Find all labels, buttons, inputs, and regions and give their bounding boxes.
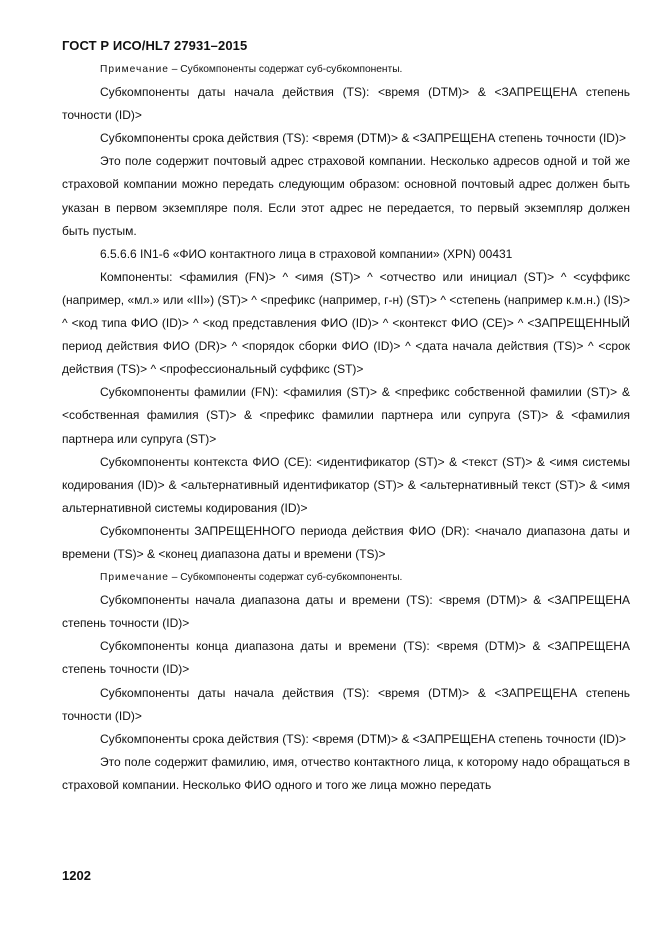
note-text: – Субкомпоненты содержат суб-субкомпоненты. [168,64,403,75]
paragraph: Субкомпоненты фамилии (FN): <фамилия (ST)> & <префикс собственной фамилии (ST)> & <собственная фамилия (ST)> & <префикс фамилии партнера или супруга (ST)> & <фамилия партнера или супруга (ST)> [62,385,630,446]
paragraph: Субкомпоненты конца диапазона даты и времени (TS): <время (DTM)> & <ЗАПРЕЩЕНА степень точности (ID)> [62,639,630,677]
paragraph: Это поле содержит фамилию, имя, отчество контактного лица, к которому надо обращаться в страховой компании. Несколько ФИО одного и того же лица можно передать [62,754,630,792]
page-number: 1202 [62,868,91,883]
section-heading: 6.5.6.6 IN1-6 «ФИО контактного лица в страховой компании» (XPN) 00431 [100,246,513,261]
paragraph: Это поле содержит почтовый адрес страховой компании. Несколько адресов одной и той же страховой компании можно передать следующим образом: основной почтовый адрес должен быть указан в первом экземпляре поля. Если этот адрес не передается, то первый экземпляр должен быть пустым. [62,154,630,238]
note-text: – Субкомпоненты содержат суб-субкомпоненты. [168,572,403,584]
note-label: Примечание [100,64,169,75]
paragraph: Субкомпоненты срока действия (TS): <время (DTM)> & <ЗАПРЕЩЕНА степень точности (ID)> [100,731,626,746]
note-subcomponents [62,566,630,589]
paragraph: Субкомпоненты срока действия (TS): <время (DTM)> & <ЗАПРЕЩЕНА степень точности (ID)> [100,131,626,146]
paragraph: Субкомпоненты начала диапазона даты и времени (TS): <время (DTM)> & <ЗАПРЕЩЕНА степень точности (ID)> [62,593,630,631]
paragraph: Субкомпоненты даты начала действия (TS): <время (DTM)> & <ЗАПРЕЩЕНА степень точности (ID)> [62,85,630,123]
note-label: Примечание [100,572,169,584]
paragraph: Компоненты: <фамилия (FN)> ^ <имя (ST)> ^ <отчество или инициал (ST)> ^ <суффикс (например, «мл.» или «III») (ST)> ^ <префикс (например, г-н) (ST)> ^ <степень (например к.м.н.) (IS)> ^ <код типа ФИО (ID)> ^ <код представления ФИО (ID)> ^ <контекст ФИО (CE)> ^ <ЗАПРЕЩЕННЫЙ период действия ФИО (DR)> ^ <порядок сборки ФИО (ID)> ^ <дата начала действия (TS)> ^ <срок действия (TS)> ^ <профессиональный суффикс (ST)> [62,269,630,377]
standard-header: ГОСТ Р ИСО/HL7 27931–2015 [62,38,248,53]
paragraph: Субкомпоненты даты начала действия (TS): <время (DTM)> & <ЗАПРЕЩЕНА степень точности (ID)> [62,685,630,723]
paragraph: Субкомпоненты контекста ФИО (CE): <идентификатор (ST)> & <текст (ST)> & <имя системы кодирования (ID)> & <альтернативный идентификатор (ST)> & <альтернативный текст (ST)> & <имя альтернативной системы кодирования (ID)> [62,454,630,515]
document-body [62,58,630,797]
paragraph: Субкомпоненты ЗАПРЕЩЕННОГО периода действия ФИО (DR): <начало диапазона даты и времени (TS)> & <конец диапазона даты и времени (TS)> [62,523,630,561]
note-subcomponents [62,58,630,81]
